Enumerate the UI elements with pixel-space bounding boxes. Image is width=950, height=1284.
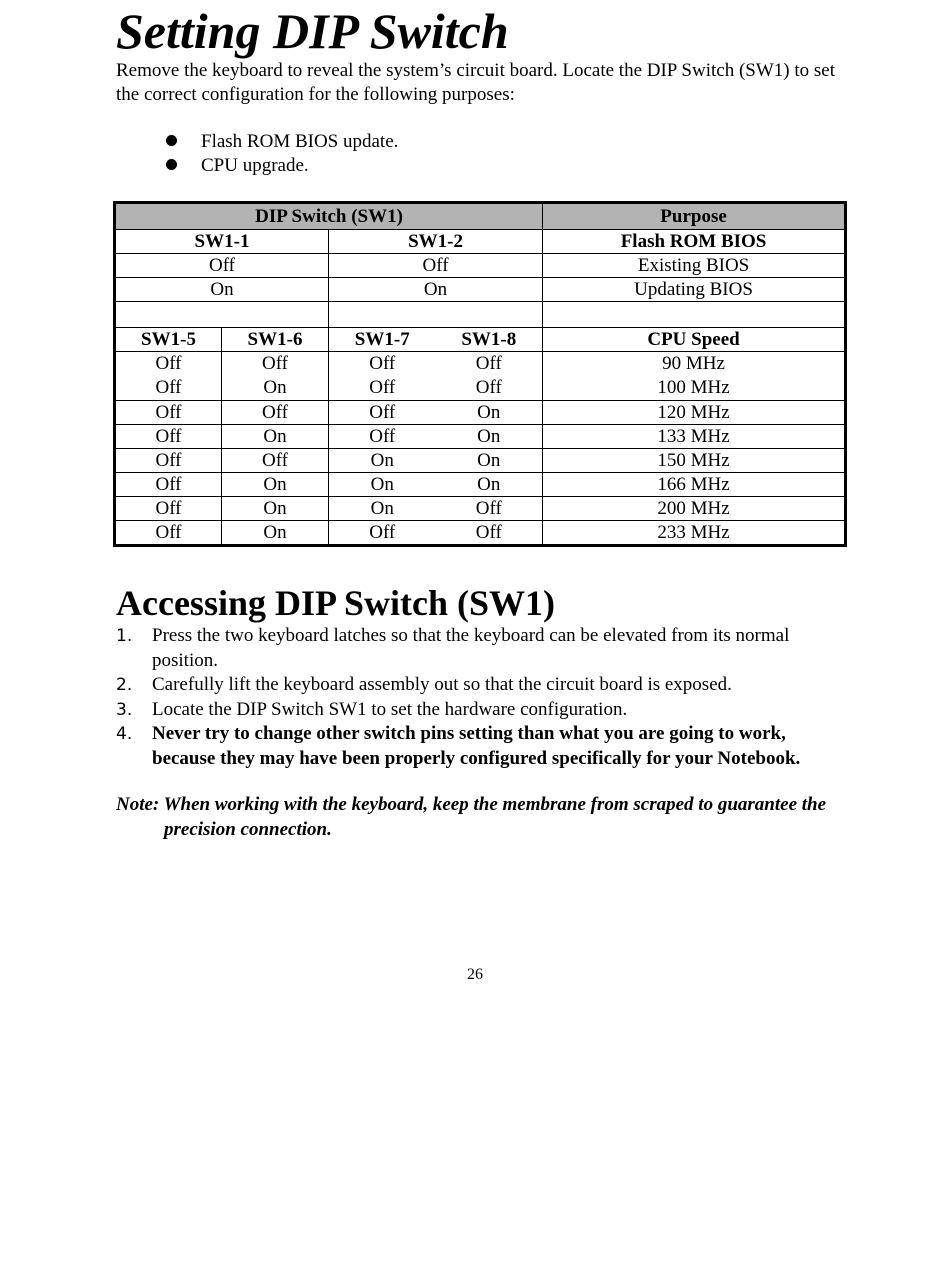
- cell-cpu-speed: 150 MHz: [543, 449, 846, 473]
- cell-sw1-5: [115, 352, 222, 401]
- cell-sw1-8: On: [436, 401, 543, 425]
- cell-sw1-6: [222, 352, 329, 401]
- cell-sw1-7: On: [329, 449, 436, 473]
- cell-sw1-7: Off: [329, 401, 436, 425]
- cell-cpu-speed: 200 MHz: [543, 497, 846, 521]
- list-item-text: CPU upgrade.: [201, 155, 309, 176]
- step-number: 1.: [116, 626, 133, 646]
- bios-column-row: [115, 230, 846, 254]
- table-row: [115, 352, 846, 401]
- blank-cell: [543, 302, 846, 328]
- list-item: [116, 624, 836, 673]
- cell-sw1-5: Off: [115, 521, 222, 546]
- step-text: Press the two keyboard latches so that the keyboard can be elevated from its normal position.: [152, 625, 790, 671]
- table-row: [115, 254, 846, 278]
- cell-value: Off: [155, 377, 182, 398]
- cell-value: 100 MHz: [657, 377, 730, 398]
- cell-cpu-speed: [543, 352, 846, 401]
- cell-value: Off: [155, 353, 182, 374]
- cell-value: On: [263, 377, 287, 398]
- column-sw1-1: SW1-1: [115, 230, 329, 254]
- purpose-list: [166, 130, 398, 178]
- blank-row: [115, 302, 846, 328]
- page-title: Setting DIP Switch: [116, 3, 509, 59]
- cell-sw1-7: Off: [329, 521, 436, 546]
- cell-value: Off: [475, 353, 502, 374]
- cell-sw1-2: Off: [329, 254, 543, 278]
- cell-cpu-speed: 166 MHz: [543, 473, 846, 497]
- cell-sw1-7: [329, 352, 436, 401]
- header-purpose: Purpose: [543, 203, 846, 230]
- step-text: Never try to change other switch pins setting than what you are going to work, because they may have been properly configured specifically for your Notebook.: [152, 723, 801, 769]
- blank-cell: [329, 302, 543, 328]
- cell-sw1-5: Off: [115, 401, 222, 425]
- blank-cell: [115, 302, 329, 328]
- column-flash-rom-bios: Flash ROM BIOS: [543, 230, 846, 254]
- cell-value: Off: [369, 377, 396, 398]
- cell-sw1-5: Off: [115, 473, 222, 497]
- cell-cpu-speed: 120 MHz: [543, 401, 846, 425]
- cell-sw1-7: On: [329, 497, 436, 521]
- column-sw1-6: SW1-6: [222, 328, 329, 352]
- column-sw1-7: SW1-7: [329, 328, 436, 352]
- column-sw1-8: SW1-8: [436, 328, 543, 352]
- cell-sw1-7: Off: [329, 425, 436, 449]
- cell-purpose: Updating BIOS: [543, 278, 846, 302]
- cell-sw1-6: On: [222, 473, 329, 497]
- cell-sw1-8: On: [436, 425, 543, 449]
- cell-sw1-6: Off: [222, 401, 329, 425]
- list-item: [166, 154, 398, 178]
- bullet-icon: [166, 159, 177, 170]
- steps-list: [116, 624, 836, 771]
- cell-sw1-2: On: [329, 278, 543, 302]
- cell-sw1-6: On: [222, 425, 329, 449]
- table-row: [115, 521, 846, 546]
- column-cpu-speed: CPU Speed: [543, 328, 846, 352]
- cell-sw1-5: Off: [115, 449, 222, 473]
- cell-sw1-1: On: [115, 278, 329, 302]
- list-item: [116, 673, 836, 698]
- cell-sw1-8: Off: [436, 497, 543, 521]
- cell-sw1-5: Off: [115, 425, 222, 449]
- list-item: [116, 722, 836, 771]
- cell-sw1-5: Off: [115, 497, 222, 521]
- step-number: 3.: [116, 699, 133, 720]
- cell-sw1-8: Off: [436, 521, 543, 546]
- cell-cpu-speed: 233 MHz: [543, 521, 846, 546]
- cell-sw1-8: On: [436, 449, 543, 473]
- table-row: [115, 278, 846, 302]
- cell-sw1-6: On: [222, 521, 329, 546]
- note-text: Note: When working with the keyboard, keep the membrane from scraped to guarantee the precision connection.: [116, 794, 827, 840]
- cell-value: Off: [261, 353, 289, 374]
- cell-sw1-6: On: [222, 497, 329, 521]
- cell-purpose: Existing BIOS: [543, 254, 846, 278]
- cpu-column-row: [115, 328, 846, 352]
- bullet-icon: [166, 135, 177, 146]
- intro-paragraph: Remove the keyboard to reveal the system’s circuit board. Locate the DIP Switch (SW1) to set the correct configuration for the following purposes:: [116, 60, 835, 105]
- table-row: [115, 449, 846, 473]
- table-row: [115, 473, 846, 497]
- cell-value: Off: [369, 353, 396, 374]
- column-sw1-2: SW1-2: [329, 230, 543, 254]
- table-row: [115, 401, 846, 425]
- cell-value: Off: [475, 377, 502, 398]
- header-dip-switch: DIP Switch (SW1): [115, 203, 543, 230]
- cell-sw1-8: On: [436, 473, 543, 497]
- cell-sw1-8: [436, 352, 543, 401]
- cell-sw1-6: Off: [222, 449, 329, 473]
- step-text: Locate the DIP Switch SW1 to set the hardware configuration.: [152, 698, 628, 720]
- column-sw1-5: SW1-5: [115, 328, 222, 352]
- cell-value: 90 MHz: [662, 353, 725, 374]
- cell-sw1-1: Off: [115, 254, 329, 278]
- step-number: 4.: [116, 724, 133, 744]
- dip-switch-table: [113, 201, 847, 547]
- table-row: [115, 497, 846, 521]
- list-item: [166, 130, 398, 154]
- section-title: Accessing DIP Switch (SW1): [116, 583, 555, 623]
- step-number: 2.: [116, 675, 133, 695]
- table-row: [115, 425, 846, 449]
- list-item-text: Flash ROM BIOS update.: [201, 131, 399, 152]
- step-text: Carefully lift the keyboard assembly out so that the circuit board is exposed.: [152, 674, 732, 695]
- page-number: 26: [467, 966, 483, 983]
- list-item: [116, 698, 836, 723]
- cell-sw1-7: On: [329, 473, 436, 497]
- table-header-row: [115, 203, 846, 230]
- cell-cpu-speed: 133 MHz: [543, 425, 846, 449]
